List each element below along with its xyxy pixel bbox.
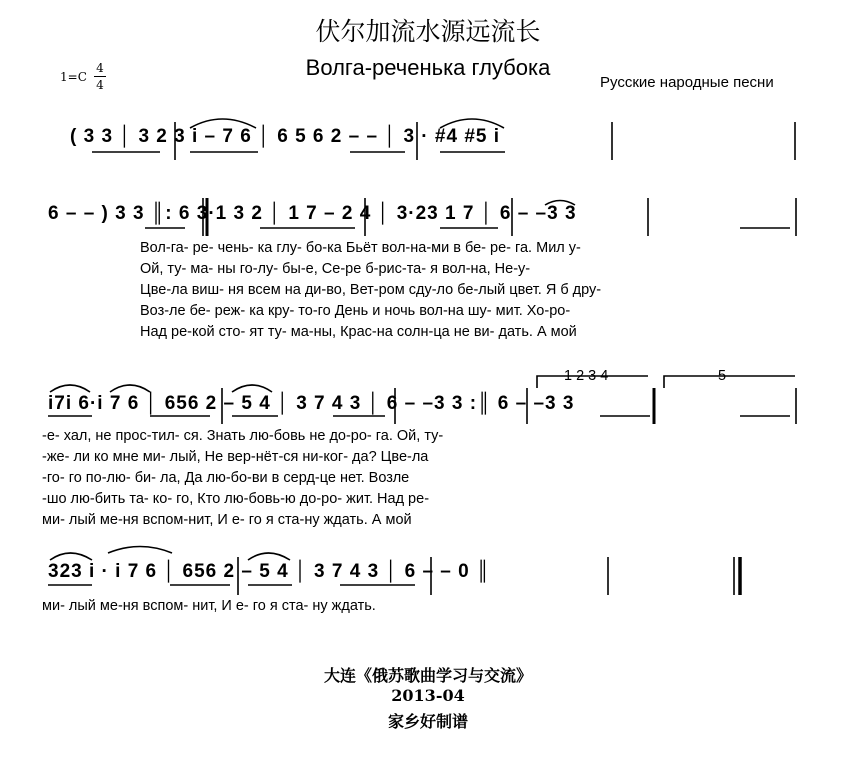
slur — [50, 385, 90, 392]
slur — [545, 201, 575, 206]
footer-source: 大连《俄苏歌曲学习与交流》 — [323, 666, 532, 685]
volta-1-label: 1 2 3 4 — [564, 368, 609, 384]
slur — [440, 119, 504, 128]
lyric-line: Цве-ла виш- ня всем на ди-во, Вет-ром сду-ло бе-лый цвет. Я б дру- — [140, 282, 602, 298]
volta-bracket-2 — [664, 376, 795, 388]
lyric-line: Воз-ле бе- реж- ка кру- то-го День и ночь вол-на шу- мит. Хо-ро- — [140, 303, 571, 319]
lyric-line: -шо лю-бить та- ко- го, Кто лю-бовь-ю до-ро- жит. Над ре- — [42, 491, 430, 507]
notation-line-3: i7i 6·i 7 6 │ 656 2 – 5 4 │ 3 7 4 3 │ 6 – –3 3 :║ 6 – –3 3 — [48, 393, 575, 414]
notation-line-1: ( 3 3 │ 3 2 3 i – 7 6 │ 6 5 6 2 – – │ 3 · #4 #5 i — [70, 126, 501, 147]
slur — [108, 547, 172, 554]
lyric-line: Вол-га- ре- чень- ка глу- бо-ка Бьёт вол-на-ми в бе- ре- га. Мил у- — [140, 240, 581, 256]
lyric-line: -е- хал, не прос-тил- ся. Знать лю-бовь не до-ро- га. Ой, ту- — [42, 428, 444, 444]
notation-line-4: 323 i · i 7 6 │ 656 2 – 5 4 │ 3 7 4 3 │ 6 – – 0 ║ — [48, 561, 491, 582]
chinese-title: 伏尔加流水源远流长 — [315, 17, 541, 46]
lyric-line: ми- лый ме-ня вспом-нит, И е- го я ста-ну ждать. А мой — [42, 512, 412, 528]
key-signature: 1=C — [60, 70, 87, 84]
volta-2-label: 5 — [718, 368, 727, 384]
genre-label: Русские народные песни — [600, 74, 774, 91]
slur — [110, 385, 150, 392]
time-denominator: 4 — [96, 78, 104, 92]
russian-title: Волга-реченька глубока — [305, 55, 551, 80]
lyric-line: -го- го по-лю- би- ла, Да лю-бо-ви в серд-це нет. Возле — [42, 470, 410, 486]
lyric-line: ми- лый ме-ня вспом- нит, И е- го я ста- ну ждать. — [42, 598, 376, 614]
volta-bracket-1 — [537, 376, 648, 388]
footer-date: 2013-04 — [391, 686, 465, 705]
lyric-line: -же- ли ко мне ми- лый, Не вер-нёт-ся ни-ког- да? Цве-ла — [42, 449, 429, 465]
notation-line-2: 6 – – ) 3 3 ║: 6 3·1 3 2 │ 1 7 – 2 4 │ 3·23 1 7 │ 6 – –3 3 — [48, 203, 577, 224]
time-numerator: 4 — [96, 61, 104, 75]
slur — [50, 553, 92, 560]
slur — [232, 385, 272, 392]
lyric-line: Над ре-кой сто- ят ту- ма-ны, Крас-на солн-ца не ви- дать. А мой — [140, 324, 577, 340]
footer-credit: 家乡好制谱 — [387, 712, 468, 731]
slur — [248, 553, 290, 560]
slur — [190, 119, 256, 128]
lyric-line: Ой, ту- ма- ны го-лу- бы-е, Се-ре б-рис-та- я вол-на, Не-у- — [140, 261, 531, 277]
